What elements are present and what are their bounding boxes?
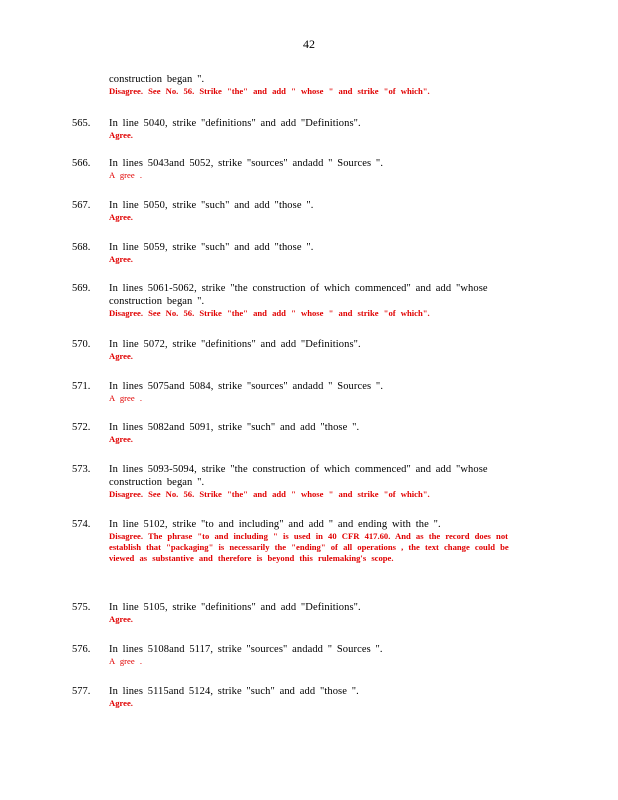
entry-number: 565.	[72, 118, 91, 129]
entry-number: 566.	[72, 158, 91, 169]
entry-text: In lines 5108and 5117, strike "sources" andadd " Sources ".	[109, 644, 383, 655]
entry-text: In lines 5075and 5084, strike "sources" andadd " Sources ".	[109, 381, 384, 392]
entry-response: Agree.	[109, 434, 133, 444]
entry-number: 572.	[72, 422, 91, 433]
entry-number: 571.	[72, 381, 91, 392]
entry-text: In line 5040, strike "definitions" and add "Definitions".	[109, 118, 361, 129]
entry-text: In line 5072, strike "definitions" and add "Definitions".	[109, 339, 361, 350]
entry-text: In lines 5093-5094, strike "the construction of which commenced" and add "whose construction began ".	[109, 464, 488, 488]
entry-text: In lines 5043and 5052, strike "sources" andadd " Sources ".	[109, 158, 384, 169]
entry-response: Agree.	[109, 130, 133, 140]
entry-response: Agree.	[109, 614, 133, 624]
entry-response: A gree .	[109, 656, 142, 666]
entry-response: Disagree. See No. 56. Strike "the" and add " whose " and strike "of which".	[109, 308, 430, 318]
entry-text: In line 5059, strike "such" and add "those ".	[109, 242, 314, 253]
entry-number: 568.	[72, 242, 91, 253]
entry-text: In line 5050, strike "such" and add "those ".	[109, 200, 314, 211]
continuation-block	[109, 73, 529, 97]
entry-number: 575.	[72, 602, 91, 613]
entry-text: In line 5102, strike "to and including" and add " and ending with the ".	[109, 519, 441, 530]
entry-response: A gree .	[109, 170, 142, 180]
entry-response: Disagree. See No. 56. Strike "the" and add " whose " and strike "of which".	[109, 489, 430, 499]
entry-number: 574.	[72, 519, 91, 530]
entry-number: 570.	[72, 339, 91, 350]
entry-number: 576.	[72, 644, 91, 655]
entry-text: In line 5105, strike "definitions" and add "Definitions".	[109, 602, 361, 613]
entry-response: A gree .	[109, 393, 142, 403]
entry-response: Agree.	[109, 254, 133, 264]
entry-response: Agree.	[109, 212, 133, 222]
continuation-response: Disagree. See No. 56. Strike "the" and add " whose " and strike "of which".	[109, 86, 430, 96]
entry-response: Disagree. The phrase "to and including " is used in 40 CFR 417.60. And as the record does not establish that "packaging" is necessarily the "ending" of all operations , the text change could be viewed as substantive and therefore is beyond this rulemaking's scope.	[109, 531, 509, 563]
entry-text: In lines 5115and 5124, strike "such" and add "those ".	[109, 686, 359, 697]
entry-text: In lines 5061-5062, strike "the construction of which commenced" and add "whose construction began ".	[109, 283, 488, 307]
entry-number: 569.	[72, 283, 91, 294]
entry-number: 577.	[72, 686, 91, 697]
page-number: 42	[303, 37, 315, 51]
entry-number: 573.	[72, 464, 91, 475]
entry-number: 567.	[72, 200, 91, 211]
entry-response: Agree.	[109, 351, 133, 361]
entry-text: In lines 5082and 5091, strike "such" and add "those ".	[109, 422, 360, 433]
entry-response: Agree.	[109, 698, 133, 708]
continuation-text: construction began ".	[109, 74, 205, 85]
